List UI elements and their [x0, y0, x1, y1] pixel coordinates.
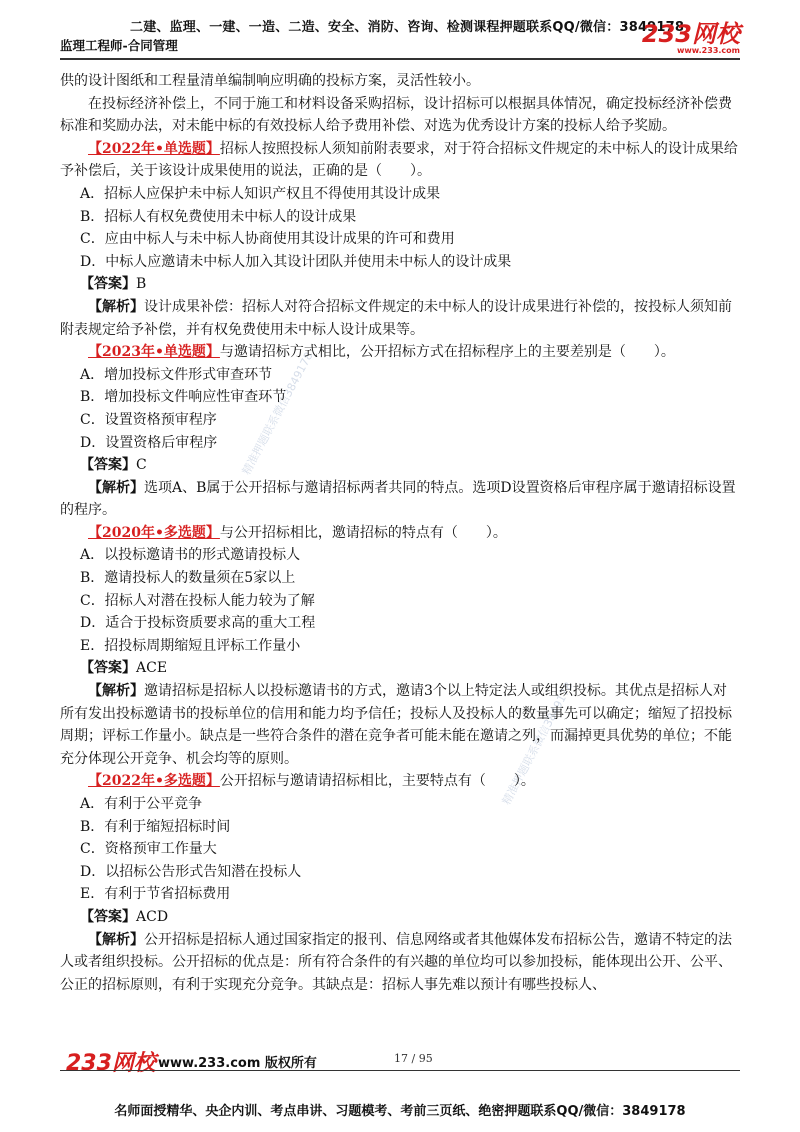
- analysis-line: [60, 929, 740, 997]
- analysis-line: [60, 680, 740, 770]
- option: A．有利于公平竞争: [80, 796, 203, 812]
- question-tag: 【2022年•单选题】: [88, 140, 220, 157]
- brand-logo-url: www.233.com: [676, 46, 740, 55]
- analysis-label: 【解析】: [88, 298, 144, 315]
- answer-label: 【答案】: [80, 908, 136, 925]
- question-tag: 【2022年•多选题】: [88, 773, 220, 790]
- option: C．应由中标人与未中标人协商使用其设计成果的许可和费用: [80, 231, 455, 248]
- question-stem: [60, 138, 740, 183]
- question-tag: 【2020年•多选题】: [88, 524, 220, 541]
- footer-contact-line: 名师面授精华、央企内训、考点串讲、习题模考、考前三页纸、绝密押题联系QQ/微信：3849178: [114, 1104, 686, 1119]
- brand-logo-text: 233网校: [641, 20, 740, 48]
- analysis-label: 【解析】: [88, 683, 144, 700]
- option: C．设置资格预审程序: [80, 411, 217, 428]
- body-paragraph: 在投标经济补偿上，不同于施工和材料设备采购招标，设计招标可以根据具体情况，确定投标经济补偿费标准和奖励办法，对未能中标的有效投标人给予费用补偿、对选为优秀设计方案的投标人给予奖励。: [60, 95, 732, 135]
- watermark: 精准押题联系微信3849178: [499, 679, 576, 808]
- question-text: 与邀请招标方式相比，公开招标方式在招标程序上的主要差别是（ ）。: [219, 344, 675, 361]
- answer-value: ACD: [136, 908, 169, 925]
- option: D．中标人应邀请未中标人加入其设计团队并使用未中标人的设计成果: [80, 253, 512, 270]
- analysis-text: 邀请招标是招标人以投标邀请书的方式，邀请3个以上特定法人或组织投标。其优点是招标人对所有发出投标邀请书的投标单位的信用和能力均予信任；投标人及投标人的数量事先可以确定；缩短了招投标周期；评标工作量小。缺点是一些符合条件的潜在竞争者可能未能在邀请之列，而漏掉更具优势的单位；不能充分体现公开竞争、机会均等的原则。: [60, 683, 732, 767]
- body-paragraph: 供的设计图纸和工程量清单编制响应明确的投标方案，灵活性较小。: [60, 73, 480, 89]
- option: A．增加投标文件形式审查环节: [80, 366, 273, 383]
- option: D．设置资格后审程序: [80, 434, 218, 451]
- footer-divider: [60, 1070, 740, 1071]
- answer-label: 【答案】: [80, 457, 136, 474]
- question-stem: [60, 522, 740, 545]
- answer-label: 【答案】: [80, 660, 136, 677]
- question-tag: 【2023年•单选题】: [88, 344, 220, 361]
- answer-line: [60, 273, 740, 296]
- header-contact-line: 二建、监理、一建、一造、二造、安全、消防、咨询、检测课程押题联系QQ/微信：3849178: [130, 20, 685, 35]
- analysis-line: [60, 296, 740, 341]
- header-divider: [60, 58, 740, 60]
- header-subject: 监理工程师-合同管理: [60, 38, 178, 53]
- question-stem: [60, 770, 740, 793]
- option: B．邀请投标人的数量须在5家以上: [80, 570, 296, 587]
- option: C．资格预审工作量大: [80, 841, 217, 858]
- option: D．以招标公告形式告知潜在投标人: [80, 863, 302, 880]
- option: D．适合于投标资质要求高的重大工程: [80, 615, 316, 632]
- answer-value: B: [136, 276, 147, 293]
- answer-value: ACE: [136, 660, 168, 677]
- answer-value: C: [136, 457, 147, 474]
- watermark: 精准押题联系微信3849178: [239, 349, 316, 478]
- analysis-label: 【解析】: [88, 479, 144, 496]
- option: B．招标人有权免费使用未中标人的设计成果: [80, 208, 357, 225]
- analysis-text: 设计成果补偿：招标人对符合招标文件规定的未中标人的设计成果进行补偿的，按投标人须知前附表规定给予补偿，并有权免费使用未中标人设计成果等。: [60, 298, 732, 338]
- analysis-text: 公开招标是招标人通过国家指定的报刊、信息网络或者其他媒体发布招标公告，邀请不特定的法人或者组织投标。公开招标的优点是：所有符合条件的有兴趣的单位均可以参加投标，能体现出公开、公平、公正的招标原则，有利于实现充分竞争。其缺点是：招标人事先难以预计有哪些投标人、: [60, 931, 732, 993]
- answer-label: 【答案】: [80, 276, 136, 293]
- analysis-label: 【解析】: [88, 931, 144, 948]
- answer-line: [60, 906, 740, 929]
- brand-logo: [642, 22, 740, 55]
- question-text: 公开招标与邀请请招标相比，主要特点有（ ）。: [219, 773, 535, 790]
- question-text: 与公开招标相比，邀请招标的特点有（ ）。: [219, 524, 507, 541]
- page-number: 17 / 95: [394, 1052, 433, 1065]
- document-body: [60, 70, 740, 996]
- question-stem: [60, 341, 740, 364]
- option: B．有利于缩短招标时间: [80, 818, 231, 835]
- footer-copyright: www.233.com 版权所有: [158, 1056, 317, 1071]
- footer-logo: 233网校: [66, 1051, 156, 1076]
- option: E．招投标周期缩短且评标工作量小: [80, 637, 301, 654]
- option: A．以投标邀请书的形式邀请投标人: [80, 547, 301, 564]
- page-header: [60, 14, 740, 58]
- answer-line: [60, 454, 740, 477]
- option: B．增加投标文件响应性审查环节: [80, 389, 287, 406]
- answer-line: [60, 657, 740, 680]
- option: A．招标人应保护未中标人知识产权且不得使用其设计成果: [80, 185, 441, 202]
- option: E．有利于节省招标费用: [80, 886, 231, 903]
- analysis-line: [60, 477, 740, 522]
- option: C．招标人对潜在投标人能力较为了解: [80, 592, 315, 609]
- question-text: 招标人按照投标人须知前附表要求，对于符合招标文件规定的未中标人的设计成果给予补偿后，关于该设计成果使用的说法，正确的是（ ）。: [60, 140, 738, 180]
- analysis-text: 选项A、B属于公开招标与邀请招标两者共同的特点。选项D设置资格后审程序属于邀请招标设置的程序。: [60, 479, 736, 519]
